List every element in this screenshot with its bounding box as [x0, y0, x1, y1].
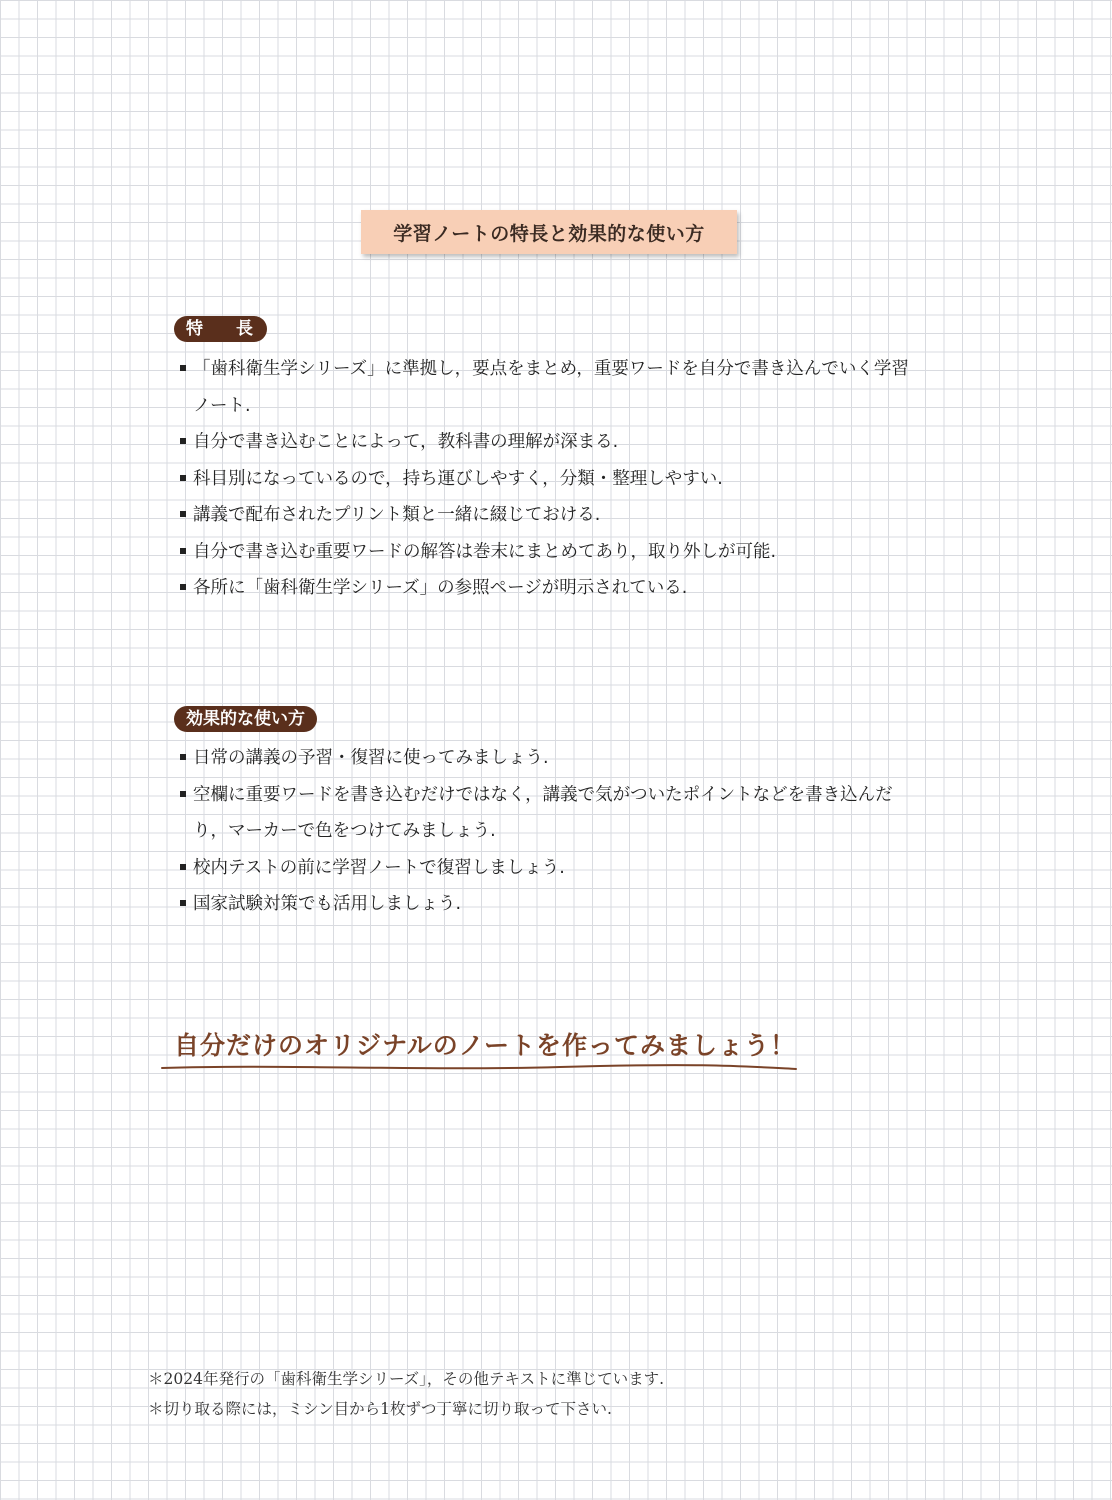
slogan-underline — [160, 1060, 800, 1074]
features-list — [178, 351, 923, 607]
features-badge: 特 長 — [174, 316, 267, 342]
page-title: 学習ノートの特長と効果的な使い方 — [361, 210, 737, 254]
list-item: 科目別になっているので，持ち運びしやすく，分類・整理しやすい. — [178, 461, 923, 498]
list-item: 校内テストの前に学習ノートで復習しましょう. — [178, 850, 923, 887]
footnote: ＊切り取る際には，ミシン目から1枚ずつ丁寧に切り取って下さい. — [148, 1400, 612, 1418]
footnote: ＊2024年発行の「歯科衛生学シリーズ」，その他テキストに準じています. — [148, 1370, 665, 1388]
list-item: 「歯科衛生学シリーズ」に準拠し，要点をまとめ，重要ワードを自分で書き込んでいく学習ノート. — [178, 351, 923, 424]
list-item: 講義で配布されたプリント類と一緒に綴じておける. — [178, 497, 923, 534]
list-item: 日常の講義の予習・復習に使ってみましょう. — [178, 740, 923, 777]
slogan: 自分だけのオリジナルのノートを作ってみましょう！ — [174, 1031, 797, 1060]
list-item: 自分で書き込む重要ワードの解答は巻末にまとめてあり，取り外しが可能. — [178, 534, 923, 571]
list-item: 各所に「歯科衛生学シリーズ」の参照ページが明示されている. — [178, 570, 923, 607]
list-item: 自分で書き込むことによって，教科書の理解が深まる. — [178, 424, 923, 461]
footnotes — [148, 1364, 664, 1424]
list-item: 空欄に重要ワードを書き込むだけではなく，講義で気がついたポイントなどを書き込んだり，マーカーで色をつけてみましょう. — [178, 777, 923, 850]
list-item: 国家試験対策でも活用しましょう. — [178, 886, 923, 923]
usage-list — [178, 740, 923, 923]
usage-badge: 効果的な使い方 — [174, 706, 317, 732]
